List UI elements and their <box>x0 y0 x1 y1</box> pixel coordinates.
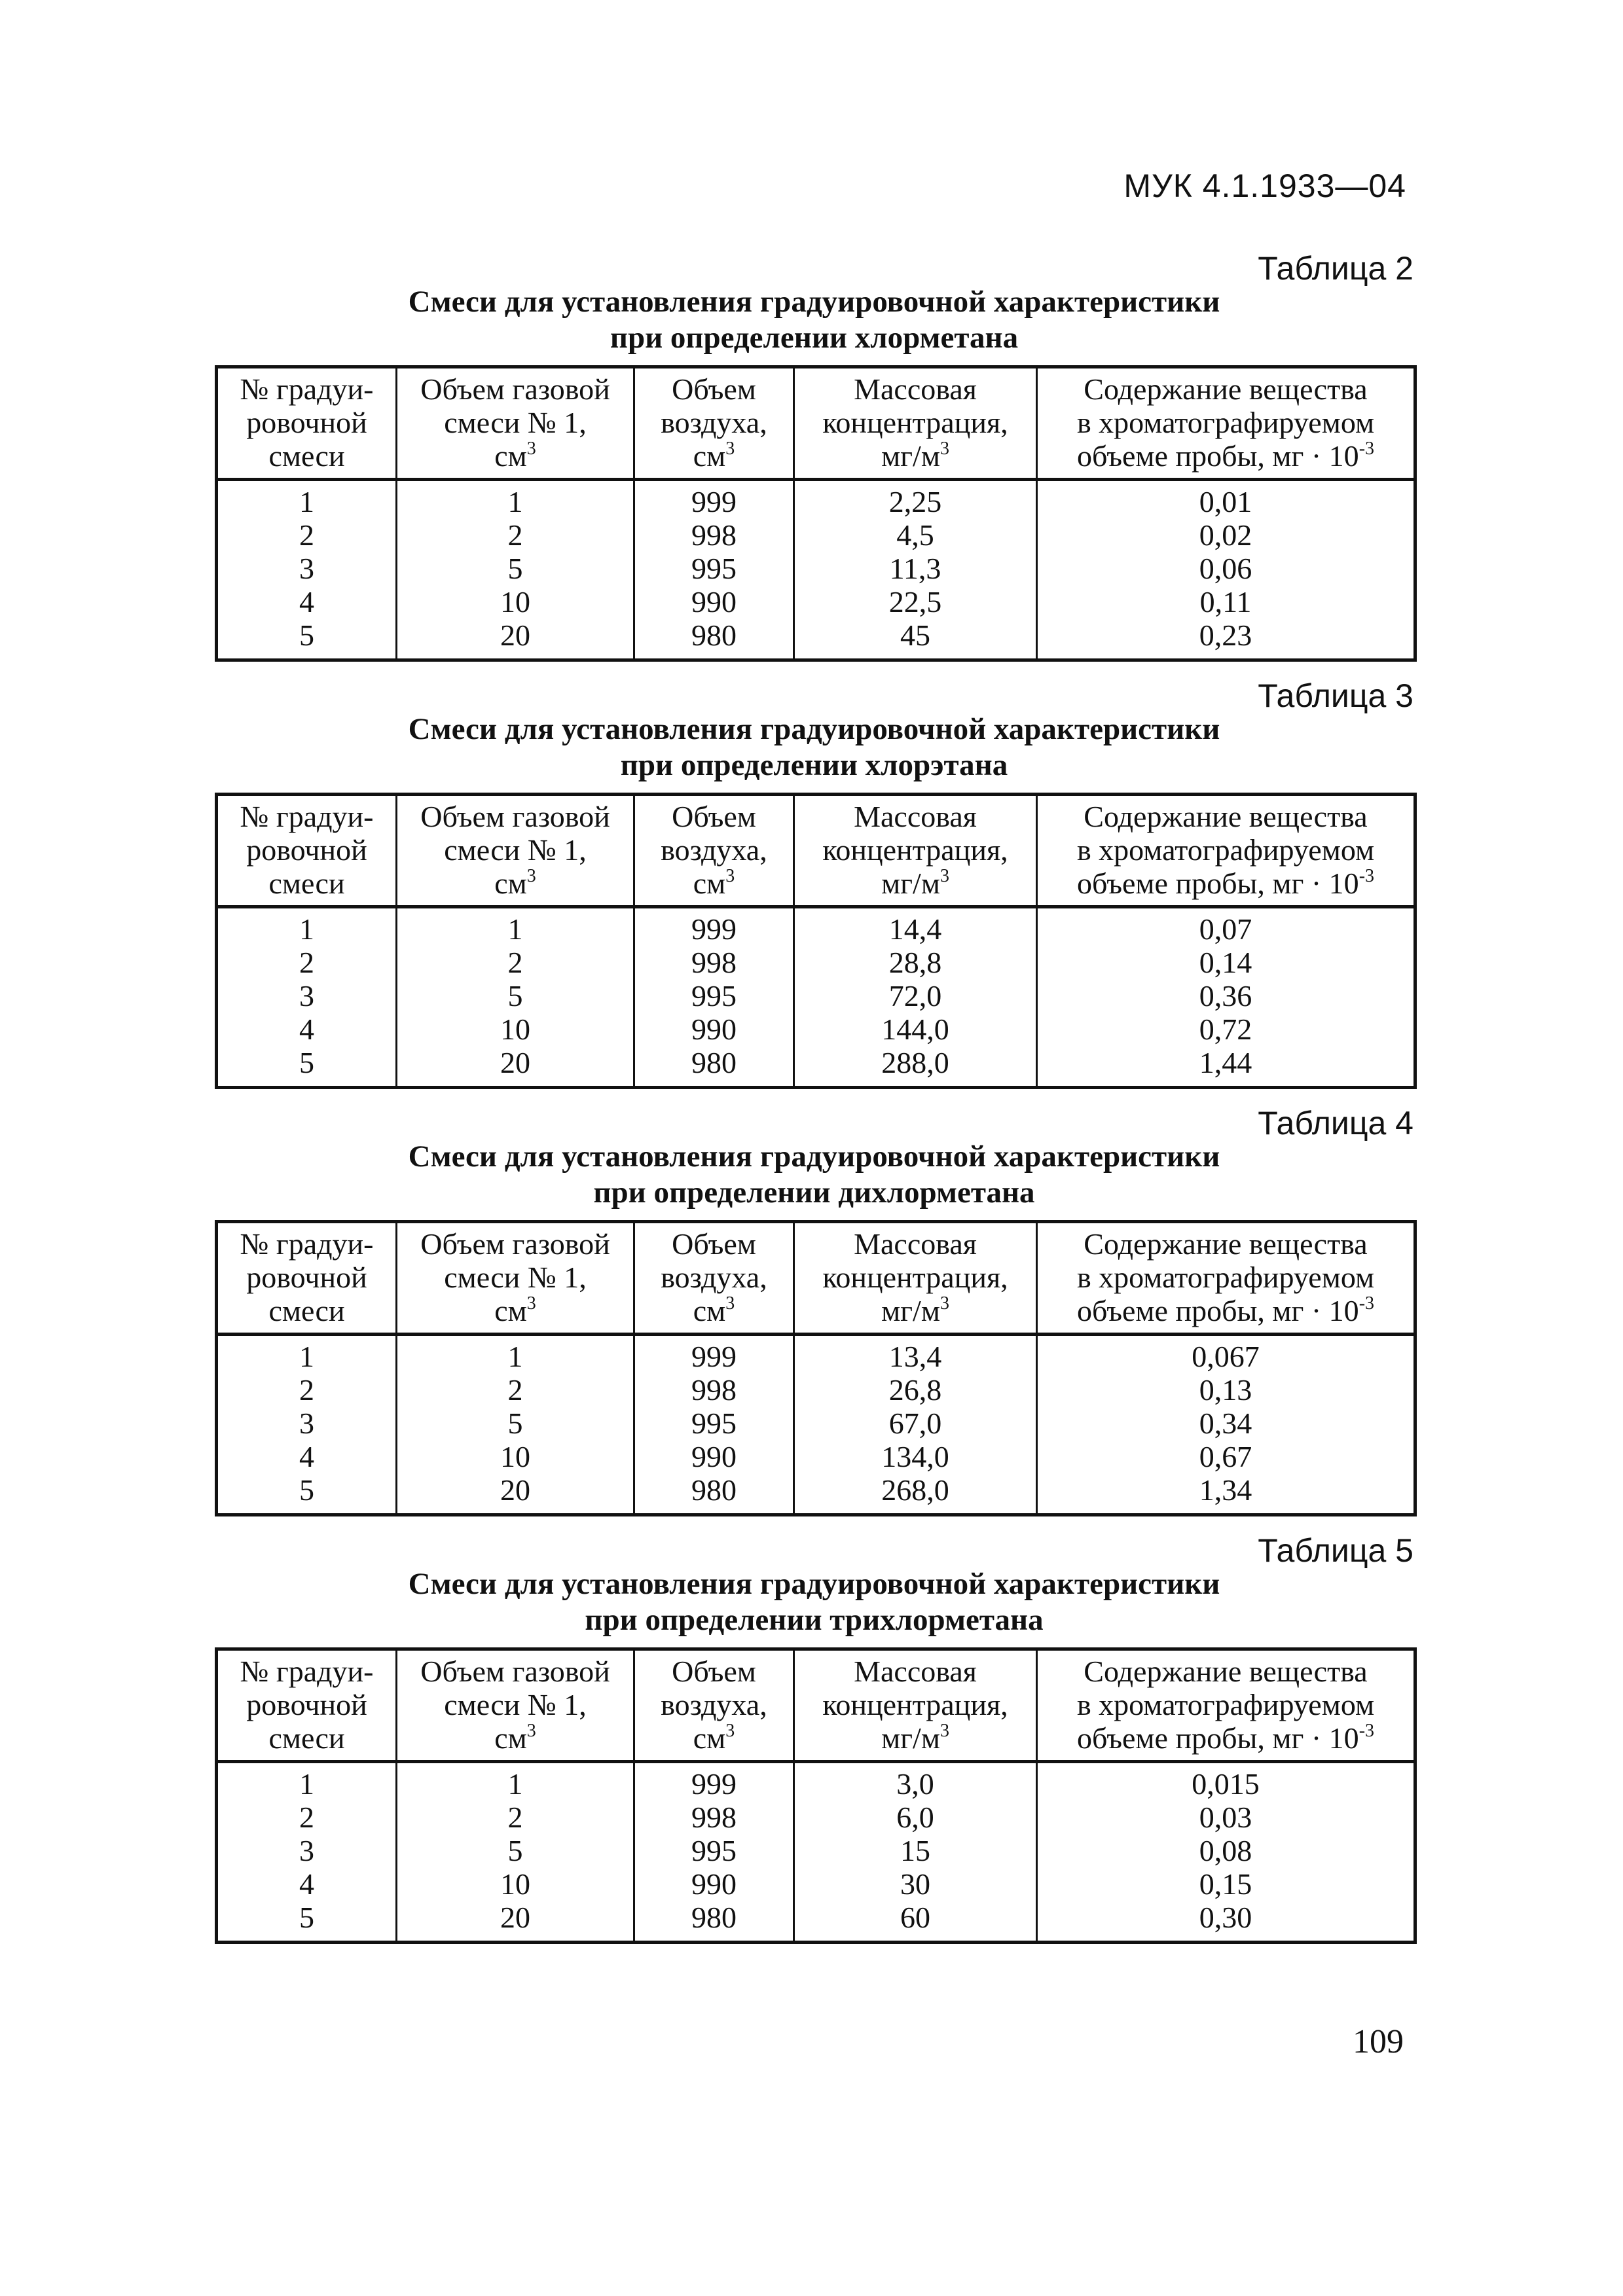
header-mass-concentration: Массовая концентрация, $мг/м^3$ <box>794 1222 1037 1335</box>
cell-mixture-number: 4 <box>217 1440 397 1473</box>
cell-mass-concentration: 22,5 <box>794 585 1037 619</box>
cell-substance-content: 0,36 <box>1037 979 1415 1013</box>
table-title-line: Смеси для установления градуировочной характеристики <box>408 285 1220 319</box>
cell-mixture-number: 5 <box>217 1901 397 1943</box>
cell-gas-mixture-volume: 5 <box>397 552 634 585</box>
cell-mass-concentration: 14,4 <box>794 907 1037 946</box>
table-title <box>215 284 1413 356</box>
table-row <box>217 619 1415 660</box>
page-number: 109 <box>1353 2023 1404 2060</box>
cell-substance-content: 1,44 <box>1037 1046 1415 1088</box>
table-section-5 <box>215 1531 1413 1944</box>
cell-gas-mixture-volume: 20 <box>397 1901 634 1943</box>
cell-mixture-number: 3 <box>217 1834 397 1867</box>
cell-mixture-number: 4 <box>217 585 397 619</box>
cell-air-volume: 999 <box>634 907 794 946</box>
cell-substance-content: 0,67 <box>1037 1440 1415 1473</box>
cell-substance-content: 0,015 <box>1037 1762 1415 1801</box>
document-code: МУК 4.1.1933—04 <box>1123 168 1406 204</box>
cell-gas-mixture-volume: 1 <box>397 907 634 946</box>
cell-gas-mixture-volume: 10 <box>397 1440 634 1473</box>
cell-mixture-number: 1 <box>217 907 397 946</box>
table-row <box>217 1762 1415 1801</box>
cell-substance-content: 0,34 <box>1037 1407 1415 1440</box>
cell-mixture-number: 4 <box>217 1867 397 1901</box>
cell-gas-mixture-volume: 10 <box>397 1013 634 1046</box>
table-header-row <box>217 795 1415 907</box>
cell-air-volume: 995 <box>634 1407 794 1440</box>
cell-gas-mixture-volume: 10 <box>397 585 634 619</box>
table-title <box>215 1566 1413 1638</box>
header-mixture-number: № градуи- ровочной смеси <box>217 367 397 480</box>
calibration-table <box>215 793 1417 1089</box>
cell-substance-content: 0,14 <box>1037 946 1415 979</box>
cell-mixture-number: 1 <box>217 1335 397 1374</box>
header-mixture-number: № градуи- ровочной смеси <box>217 795 397 907</box>
cell-mixture-number: 2 <box>217 518 397 552</box>
table-row <box>217 1407 1415 1440</box>
header-mass-concentration: Массовая концентрация, $мг/м^3$ <box>794 367 1037 480</box>
cell-gas-mixture-volume: 2 <box>397 946 634 979</box>
header-air-volume: Объем воздуха, $см^3$ <box>634 795 794 907</box>
cell-air-volume: 998 <box>634 1373 794 1407</box>
cell-mixture-number: 3 <box>217 979 397 1013</box>
cell-substance-content: 0,03 <box>1037 1801 1415 1834</box>
cell-mass-concentration: 45 <box>794 619 1037 660</box>
cell-mass-concentration: 30 <box>794 1867 1037 1901</box>
table-row <box>217 1046 1415 1088</box>
cell-air-volume: 980 <box>634 619 794 660</box>
header-mass-concentration: Массовая концентрация, $мг/м^3$ <box>794 1649 1037 1762</box>
cell-mixture-number: 1 <box>217 1762 397 1801</box>
calibration-table <box>215 1647 1417 1944</box>
cell-air-volume: 990 <box>634 1867 794 1901</box>
cell-mass-concentration: 28,8 <box>794 946 1037 979</box>
table-row <box>217 979 1415 1013</box>
header-substance-content: Содержание вещества в хроматографируемом объеме пробы, мг · $10^{-3}$ <box>1037 1222 1415 1335</box>
header-mixture-number: № градуи- ровочной смеси <box>217 1649 397 1762</box>
cell-substance-content: 0,07 <box>1037 907 1415 946</box>
table-row <box>217 552 1415 585</box>
cell-gas-mixture-volume: 2 <box>397 1373 634 1407</box>
table-title-line: при определении дихлорметана <box>593 1175 1035 1210</box>
header-substance-content: Содержание вещества в хроматографируемом объеме пробы, мг · $10^{-3}$ <box>1037 367 1415 480</box>
cell-air-volume: 980 <box>634 1046 794 1088</box>
cell-air-volume: 998 <box>634 518 794 552</box>
cell-substance-content: 0,13 <box>1037 1373 1415 1407</box>
cell-substance-content: 0,06 <box>1037 552 1415 585</box>
cell-gas-mixture-volume: 10 <box>397 1867 634 1901</box>
table-row <box>217 1335 1415 1374</box>
cell-substance-content: 0,01 <box>1037 480 1415 519</box>
cell-substance-content: 0,23 <box>1037 619 1415 660</box>
cell-air-volume: 995 <box>634 979 794 1013</box>
table-row <box>217 1440 1415 1473</box>
cell-mixture-number: 5 <box>217 1473 397 1515</box>
table-title <box>215 711 1413 783</box>
header-gas-mixture-volume: Объем газовой смеси № 1, $см^3$ <box>397 795 634 907</box>
cell-gas-mixture-volume: 1 <box>397 1335 634 1374</box>
calibration-table <box>215 365 1417 662</box>
table-row <box>217 907 1415 946</box>
table-title-line: при определении трихлорметана <box>585 1603 1044 1637</box>
table-row <box>217 1834 1415 1867</box>
cell-substance-content: 0,30 <box>1037 1901 1415 1943</box>
header-mixture-number: № градуи- ровочной смеси <box>217 1222 397 1335</box>
table-row <box>217 585 1415 619</box>
cell-air-volume: 999 <box>634 1762 794 1801</box>
cell-mixture-number: 2 <box>217 1801 397 1834</box>
cell-mixture-number: 2 <box>217 1373 397 1407</box>
table-title-line: при определении хлорметана <box>610 321 1019 355</box>
table-row <box>217 480 1415 519</box>
cell-gas-mixture-volume: 20 <box>397 1046 634 1088</box>
table-title <box>215 1139 1413 1211</box>
cell-air-volume: 995 <box>634 552 794 585</box>
cell-substance-content: 0,067 <box>1037 1335 1415 1374</box>
table-section-4 <box>215 1103 1413 1516</box>
cell-air-volume: 990 <box>634 1440 794 1473</box>
header-substance-content: Содержание вещества в хроматографируемом объеме пробы, мг · $10^{-3}$ <box>1037 1649 1415 1762</box>
cell-mixture-number: 3 <box>217 552 397 585</box>
table-title-line: Смеси для установления градуировочной характеристики <box>408 712 1220 746</box>
cell-mass-concentration: 26,8 <box>794 1373 1037 1407</box>
table-row <box>217 946 1415 979</box>
cell-gas-mixture-volume: 2 <box>397 1801 634 1834</box>
cell-mass-concentration: 144,0 <box>794 1013 1037 1046</box>
cell-substance-content: 1,34 <box>1037 1473 1415 1515</box>
cell-mass-concentration: 60 <box>794 1901 1037 1943</box>
table-section-3 <box>215 676 1413 1089</box>
cell-gas-mixture-volume: 5 <box>397 1834 634 1867</box>
table-title-line: Смеси для установления градуировочной характеристики <box>408 1139 1220 1174</box>
header-air-volume: Объем воздуха, $см^3$ <box>634 1649 794 1762</box>
table-section-2 <box>215 249 1413 662</box>
cell-mass-concentration: 4,5 <box>794 518 1037 552</box>
table-title-line: Смеси для установления градуировочной характеристики <box>408 1567 1220 1601</box>
header-mass-concentration: Массовая концентрация, $мг/м^3$ <box>794 795 1037 907</box>
table-row <box>217 1901 1415 1943</box>
table-row <box>217 1801 1415 1834</box>
table-row <box>217 1373 1415 1407</box>
table-title-line: при определении хлорэтана <box>620 748 1008 782</box>
cell-air-volume: 980 <box>634 1473 794 1515</box>
cell-mixture-number: 3 <box>217 1407 397 1440</box>
cell-mass-concentration: 268,0 <box>794 1473 1037 1515</box>
cell-air-volume: 995 <box>634 1834 794 1867</box>
cell-mass-concentration: 13,4 <box>794 1335 1037 1374</box>
cell-air-volume: 980 <box>634 1901 794 1943</box>
table-header-row <box>217 1649 1415 1762</box>
table-label: Таблица 5 <box>1258 1532 1413 1569</box>
cell-substance-content: 0,15 <box>1037 1867 1415 1901</box>
table-header-row <box>217 1222 1415 1335</box>
cell-mass-concentration: 6,0 <box>794 1801 1037 1834</box>
table-label: Таблица 4 <box>1258 1105 1413 1141</box>
cell-mass-concentration: 67,0 <box>794 1407 1037 1440</box>
header-air-volume: Объем воздуха, $см^3$ <box>634 367 794 480</box>
cell-mass-concentration: 3,0 <box>794 1762 1037 1801</box>
table-label: Таблица 3 <box>1258 677 1413 714</box>
cell-gas-mixture-volume: 1 <box>397 480 634 519</box>
cell-gas-mixture-volume: 5 <box>397 1407 634 1440</box>
cell-mixture-number: 5 <box>217 1046 397 1088</box>
cell-mass-concentration: 11,3 <box>794 552 1037 585</box>
table-row <box>217 1013 1415 1046</box>
cell-gas-mixture-volume: 5 <box>397 979 634 1013</box>
cell-air-volume: 998 <box>634 946 794 979</box>
table-header-row <box>217 367 1415 480</box>
cell-gas-mixture-volume: 1 <box>397 1762 634 1801</box>
cell-substance-content: 0,02 <box>1037 518 1415 552</box>
table-row <box>217 1867 1415 1901</box>
cell-mass-concentration: 134,0 <box>794 1440 1037 1473</box>
cell-air-volume: 999 <box>634 480 794 519</box>
cell-mass-concentration: 15 <box>794 1834 1037 1867</box>
cell-mixture-number: 2 <box>217 946 397 979</box>
cell-mass-concentration: 2,25 <box>794 480 1037 519</box>
header-gas-mixture-volume: Объем газовой смеси № 1, $см^3$ <box>397 1649 634 1762</box>
header-gas-mixture-volume: Объем газовой смеси № 1, $см^3$ <box>397 1222 634 1335</box>
cell-gas-mixture-volume: 20 <box>397 619 634 660</box>
cell-gas-mixture-volume: 2 <box>397 518 634 552</box>
cell-air-volume: 998 <box>634 1801 794 1834</box>
header-gas-mixture-volume: Объем газовой смеси № 1, $см^3$ <box>397 367 634 480</box>
cell-mixture-number: 1 <box>217 480 397 519</box>
cell-gas-mixture-volume: 20 <box>397 1473 634 1515</box>
cell-mixture-number: 5 <box>217 619 397 660</box>
cell-mass-concentration: 288,0 <box>794 1046 1037 1088</box>
table-row <box>217 518 1415 552</box>
cell-mixture-number: 4 <box>217 1013 397 1046</box>
table-row <box>217 1473 1415 1515</box>
cell-air-volume: 990 <box>634 1013 794 1046</box>
cell-air-volume: 990 <box>634 585 794 619</box>
calibration-table <box>215 1220 1417 1516</box>
cell-substance-content: 0,11 <box>1037 585 1415 619</box>
header-substance-content: Содержание вещества в хроматографируемом объеме пробы, мг · $10^{-3}$ <box>1037 795 1415 907</box>
cell-substance-content: 0,08 <box>1037 1834 1415 1867</box>
cell-mass-concentration: 72,0 <box>794 979 1037 1013</box>
table-label: Таблица 2 <box>1258 250 1413 287</box>
header-air-volume: Объем воздуха, $см^3$ <box>634 1222 794 1335</box>
cell-substance-content: 0,72 <box>1037 1013 1415 1046</box>
cell-air-volume: 999 <box>634 1335 794 1374</box>
